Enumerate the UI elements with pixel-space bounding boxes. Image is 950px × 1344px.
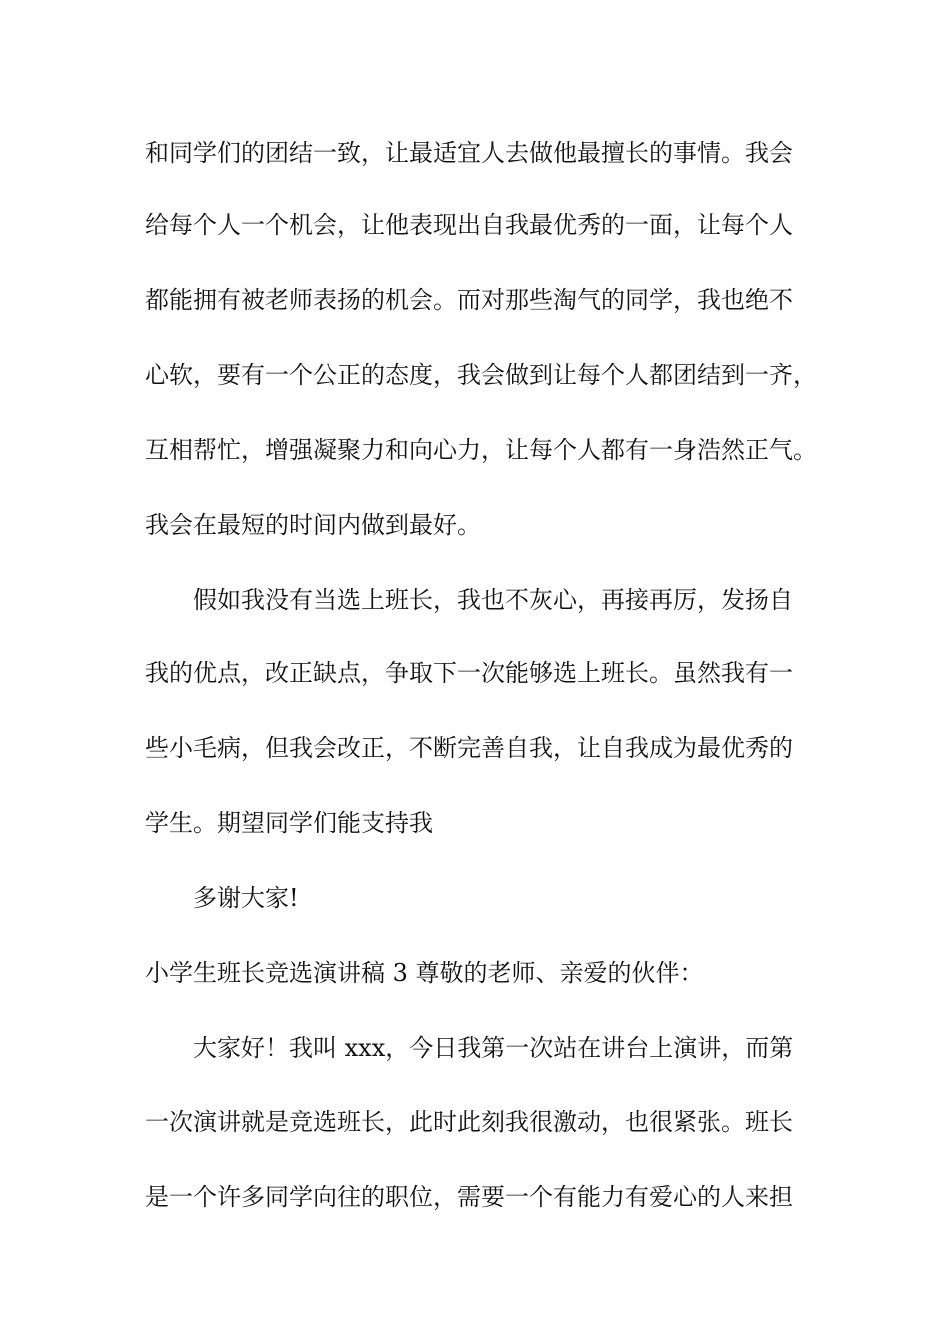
- text-line: 和同学们的团结一致，让最适宜人去做他最擅长的事情。我会: [145, 139, 793, 167]
- text-line: 我会在最短的时间内做到最好。: [145, 511, 481, 539]
- text-line: 都能拥有被老师表扬的机会。而对那些淘气的同学，我也绝不: [145, 286, 793, 314]
- section-heading: 小学生班长竞选演讲稿 3 尊敬的老师、亲爱的伙伴：: [145, 959, 704, 987]
- text-line: 是一个许多同学向往的职位，需要一个有能力有爱心的人来担: [145, 1183, 793, 1211]
- paragraph-first-line: 多谢大家!: [193, 884, 299, 912]
- text-line: 我的优点，改正缺点，争取下一次能够选上班长。虽然我有一: [145, 659, 793, 687]
- text-line: 学生。期望同学们能支持我: [145, 809, 433, 837]
- text-line: 给每个人一个机会，让他表现出自我最优秀的一面，让每个人: [145, 211, 793, 239]
- text-line: 心软，要有一个公正的态度，我会做到让每个人都团结到一齐，: [145, 361, 817, 389]
- text-line: 互相帮忙，增强凝聚力和向心力，让每个人都有一身浩然正气。: [145, 436, 817, 464]
- paragraph-first-line: 大家好！我叫 xxx，今日我第一次站在讲台上演讲，而第: [193, 1034, 794, 1062]
- text-line: 一次演讲就是竞选班长，此时此刻我很激动，也很紧张。班长: [145, 1108, 793, 1136]
- text-line: 些小毛病，但我会改正，不断完善自我，让自我成为最优秀的: [145, 734, 793, 762]
- paragraph-first-line: 假如我没有当选上班长，我也不灰心，再接再厉，发扬自: [193, 586, 793, 614]
